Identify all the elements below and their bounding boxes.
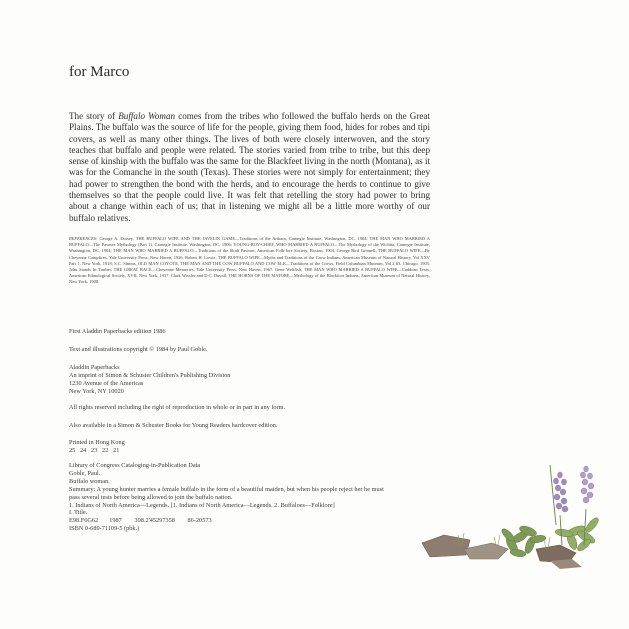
cip-classification: E98.F6G62 1987 398.2'45297358 86-20573: [69, 517, 212, 525]
printed-in: Printed in Hong Kong: [69, 439, 125, 446]
lupine-flower: [580, 466, 593, 503]
cip-subjects: 1. Indians of North America—Legends. [1. Indians of North America—Legends. 2. Buffaloes—Folklore]: [69, 501, 335, 509]
cip-summary: Summary: A young hunter marries a female buffalo in the form of a beautiful maiden, but when his people reject her he must pass several tests before being allowed to join the buffalo nation.: [69, 485, 384, 501]
rock: [422, 535, 470, 557]
publisher-line: New York, NY 10020: [69, 387, 124, 395]
lupine-flower: [553, 472, 568, 512]
printing-block: [69, 439, 449, 455]
intro-text-rest: comes from the tribes who followed the buffalo herds on the Great Plains. The buffalo was the source of life for the people, giving them food, hides for robes and tipi covers, as well as many other things. The lives of both were closely interwoven, and the story teaches that buffalo and people were related. The stories varied from tribe to tribe, but this deep sense of kinship with the buffalo was the same for the Blackfeet living in the north (Montana), as it was for the Comanche in the south (Texas). These stories were not simply for entertainment; they had power to strengthen the bond with the herds, and to encourage the herds to continue to give themselves so that the people could live. It was felt that retelling the story had power to bring about a change within each of us; that in listening we might all be a little more worthy of our buffalo relatives.: [69, 111, 430, 223]
cip-isbn: ISBN 0-689-71109-5 (pbk.): [69, 525, 140, 533]
book-title-italic: Buffalo Woman: [118, 111, 176, 121]
cip-header: Library of Congress Cataloging-in-Publication Data: [69, 462, 201, 469]
print-line: 25 24 23 22 21: [69, 446, 120, 454]
copyright-text: Text and illustrations copyright © 1984 by Paul Goble.: [69, 346, 208, 353]
cip-title-entry: I. Title.: [69, 509, 88, 517]
rights-text: All rights reserved including the right of reproduction in whole or in part in any form.: [69, 404, 286, 411]
references-text: George A. Dorsey, THE BUFFALO WIFE AND THE JAVELIN GAME—Traditions of the Arikara, Carnegie Institute, Washington, DC, 1904; THE MAN WHO MARRIED A BUFFALO—The Pawnee Mythology (Part 1), Carnegie Institute, Washington, DC, 1906; YOUNG-BOY-CHIEF, WHO MARRIED A BUFFALO—The Mythology of the Wichita, Carnegie Institute, Washington, DC, 1904; THE MAN WHO MARRIED A BUFFALO—Traditions of the Skidi Pawnee, American Folk-lore Society, Boston, 1904. George Bird Grinnell, THE BUFFALO WIFE—By Cheyenne Campfires, Yale University Press, New Haven, 1926. Robert H. Lowie, THE BUFFALO WIFE—Myths and Traditions of the Crow Indians, American Museum of Natural History, Vol XXV Part 1, New York, 1918; S.C. Simms, OLD MAN COYOTE, THE MAN AND THE COW BUFFALO AND COW ELK—Traditions of the Crows, Field Columbian Museum, Vol 2 #3, Chicago, 1903. John Stands In Timber, THE GREAT RACE—Cheyenne Memories, Yale University Press, New Haven, 1967. Gene Weltfish, THE MAN WHO MARRIED A BUFFALO WIFE—Caddoan Texts, American Ethnological Society, XVII, New York, 1937. Clark Wissler and D.C. Duvall, THE HORNS OF THE MATORE—Mythology of the Blackfoot Indians, American Museum of Natural History, New York, 1908.: [69, 236, 430, 285]
edition-line: [69, 328, 449, 336]
rock: [464, 543, 508, 559]
also-available-line: [69, 422, 449, 430]
publisher-line: An imprint of Simon & Schuster Children's Publishing Division: [69, 371, 231, 379]
cip-title: Buffalo woman.: [69, 477, 110, 485]
publisher-line: 1230 Avenue of the Americas: [69, 379, 144, 387]
intro-paragraph: [69, 111, 430, 224]
edition-text: First Aladdin Paperbacks edition 1986: [69, 328, 166, 335]
publisher-block: [69, 364, 449, 396]
cip-block: [69, 462, 387, 533]
rights-line: [69, 404, 449, 412]
also-available-text: Also available in a Simon & Schuster Books for Young Readers hardcover edition.: [69, 422, 278, 429]
dedication: for Marco: [69, 64, 130, 80]
cip-author: Goble, Paul.: [69, 469, 101, 477]
copyright-line: [69, 346, 449, 354]
publisher-line: Aladdin Paperbacks: [69, 364, 120, 371]
plains-flora-illustration: [400, 445, 605, 575]
references-label: REFERENCES:: [69, 236, 98, 241]
intro-text-start: The story of: [69, 111, 119, 121]
references: [69, 236, 430, 286]
